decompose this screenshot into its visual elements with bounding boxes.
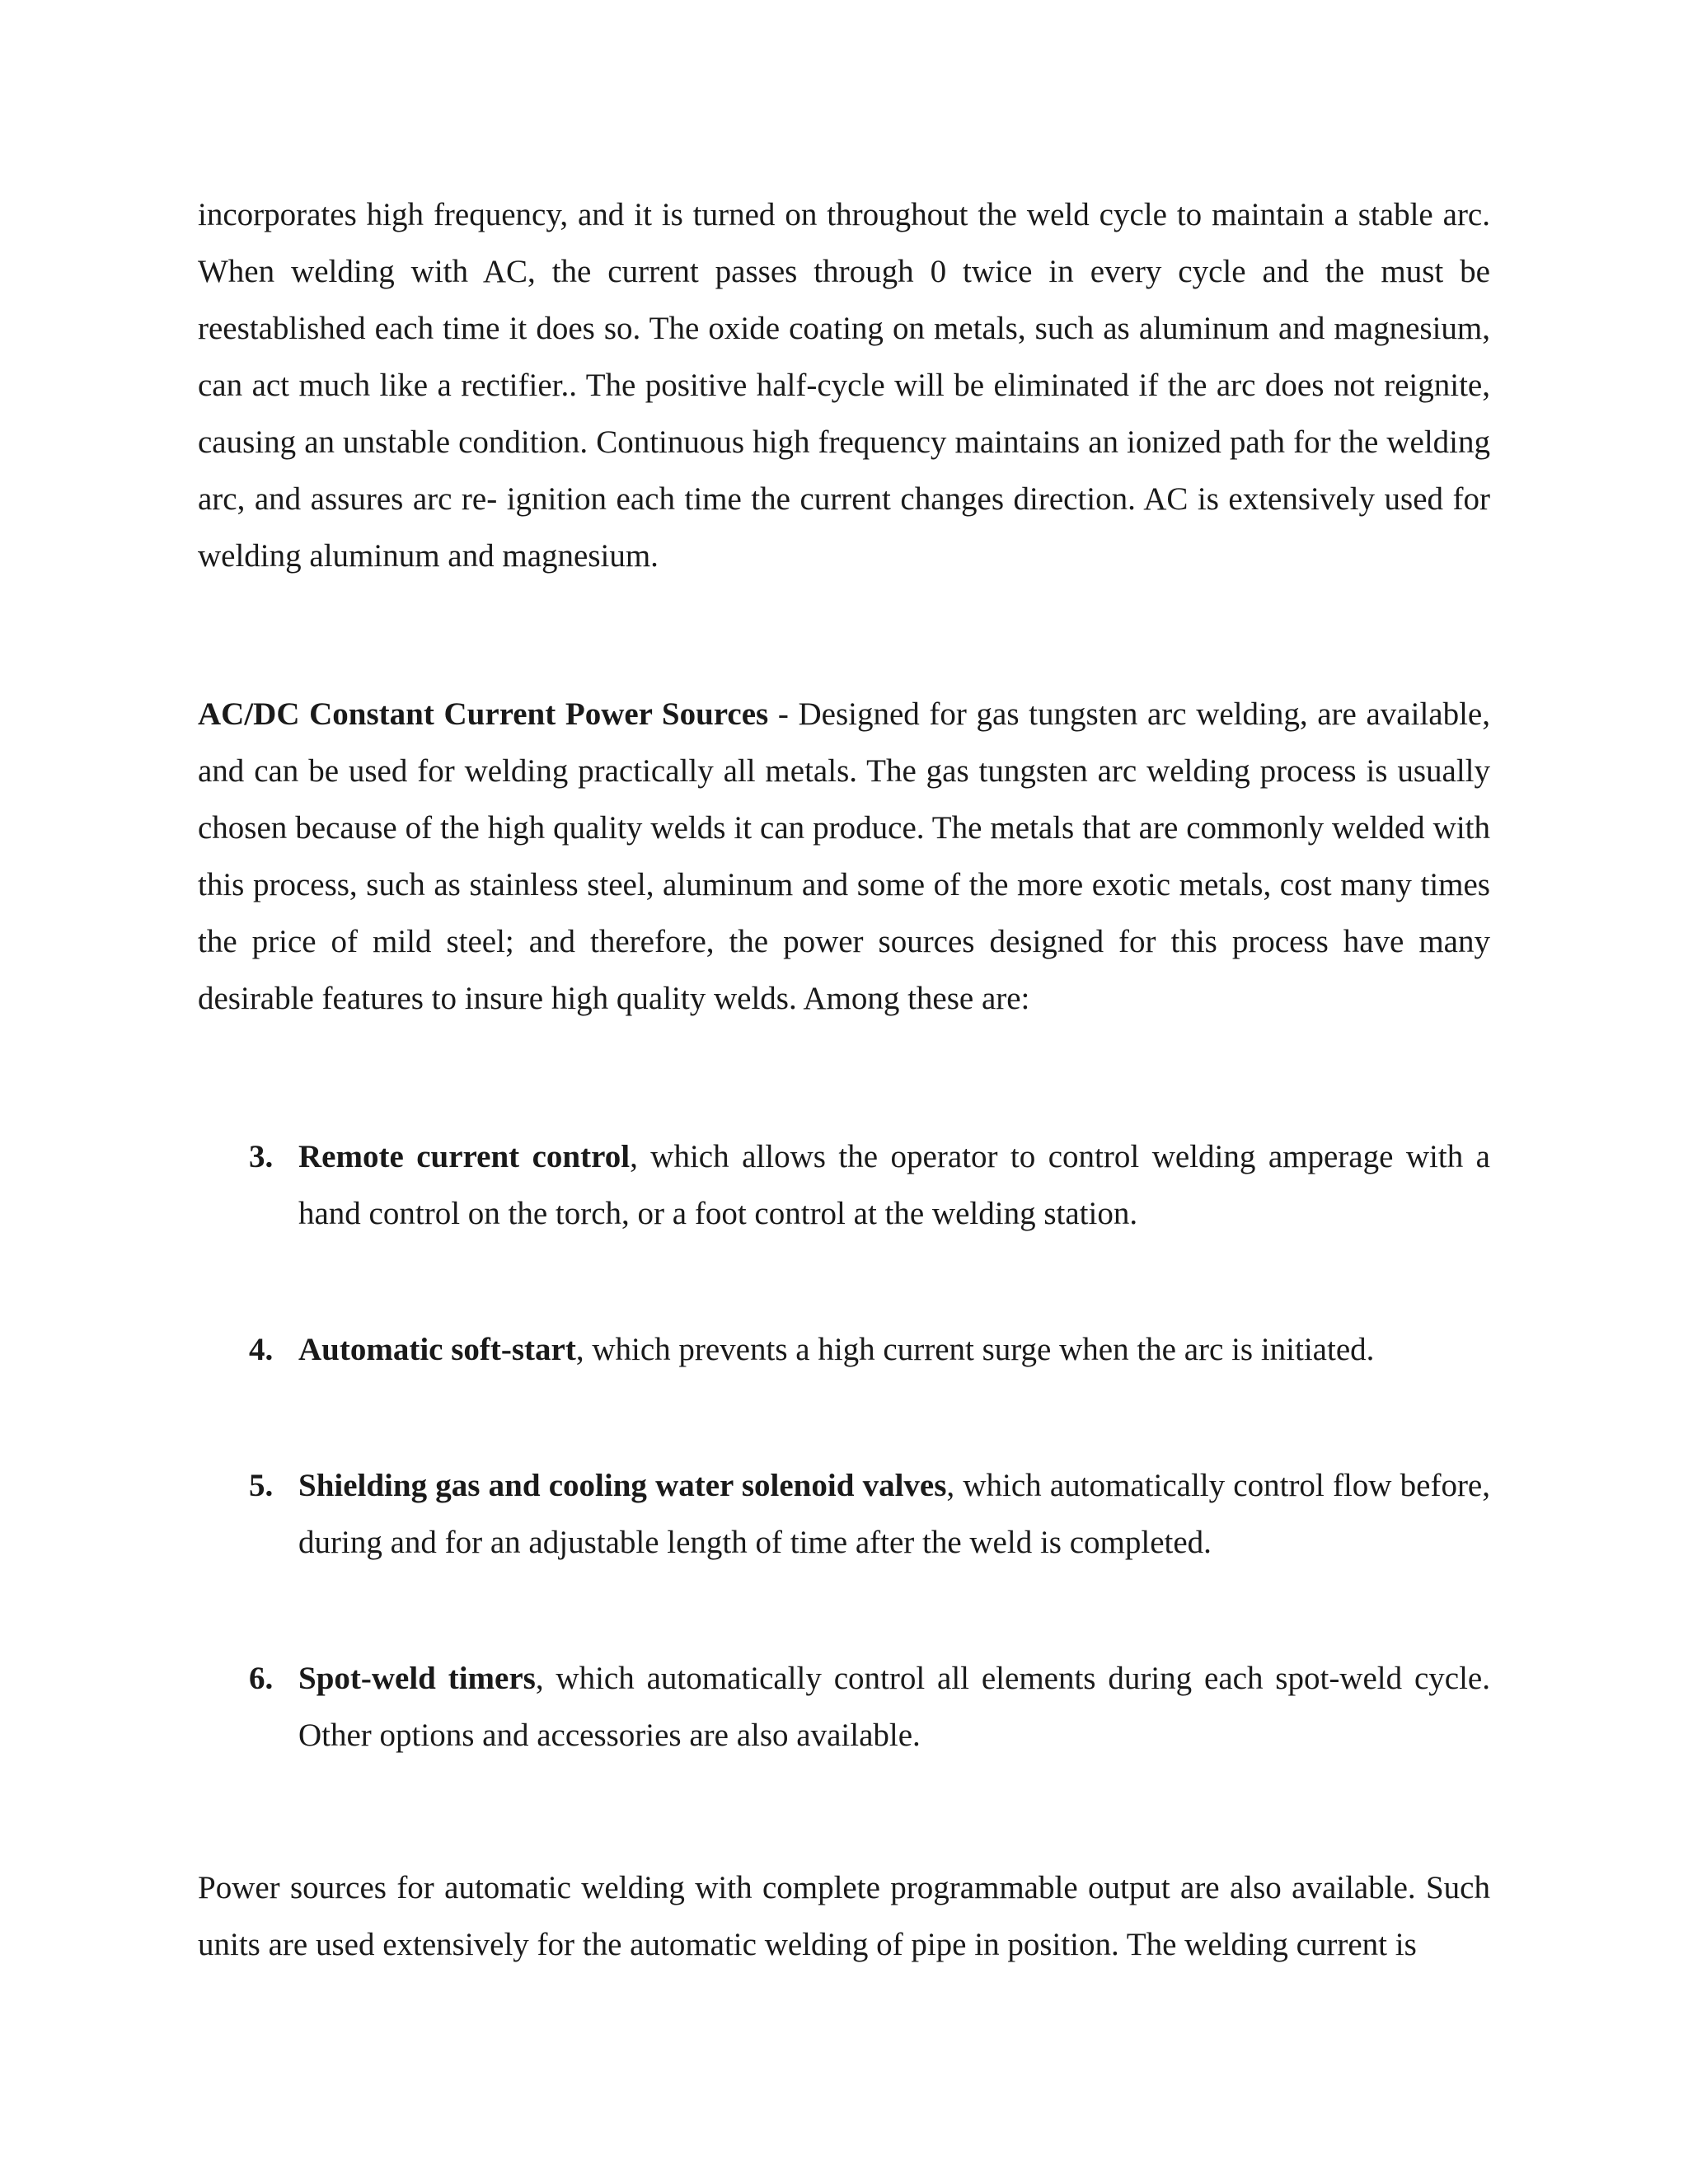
- list-item: [198, 1128, 1490, 1242]
- list-item-number: 3.: [249, 1139, 274, 1174]
- list-item-term: Remote current control: [298, 1139, 631, 1174]
- list-item: [198, 1321, 1490, 1378]
- list-item-description: , which automatically control flow before, during and for an adjustable length of time after the weld is completed.: [298, 1468, 1490, 1560]
- list-item-description: , which automatically control all elements during each spot-weld cycle. Other options and accessories are also available.: [298, 1661, 1490, 1753]
- list-item-term: Spot-weld timers: [298, 1661, 536, 1696]
- acdc-body: - Designed for gas tungsten arc welding, are available, and can be used for welding practically all metals. The gas tungsten arc welding process is usually chosen because of the high quality welds it can produce. The metals that are commonly welded with this process, such as stainless steel, aluminum and some of the more exotic metals, cost many times the price of mild steel; and therefore, the power sources designed for this process have many desirable features to insure high quality welds. Among these are:: [198, 696, 1490, 1016]
- features-list: [198, 1128, 1490, 1764]
- intro-paragraph: incorporates high frequency, and it is turned on throughout the weld cycle to maintain a stable arc. When welding with AC, the current passes through 0 twice in every cycle and the must be reestablished each time it does so. The oxide coating on metals, such as aluminum and magnesium, can act much like a rectifier.. The positive half-cycle will be eliminated if the arc does not reignite, causing an unstable condition. Continuous high frequency maintains an ionized path for the welding arc, and assures arc re- ignition each time the current changes direction. AC is extensively used for welding aluminum and magnesium.: [198, 197, 1490, 574]
- list-item-number: 4.: [249, 1332, 274, 1367]
- list-item-description: , which prevents a high current surge when the arc is initiated.: [575, 1332, 1375, 1367]
- list-item-text: [298, 1650, 1490, 1764]
- closing-paragraph: Power sources for automatic welding with complete programmable output are also available. Such units are used extensively for the automatic welding of pipe in position. The welding current is: [198, 1870, 1490, 1962]
- list-item-term: Automatic soft-start: [298, 1332, 576, 1367]
- list-item: [198, 1457, 1490, 1571]
- list-item-term: Shielding gas and cooling water solenoid valves: [298, 1468, 947, 1503]
- document-page: [198, 186, 1490, 1973]
- list-item-number: 5.: [249, 1468, 274, 1503]
- list-item-text: [298, 1321, 1490, 1378]
- list-item-text: [298, 1457, 1490, 1571]
- list-item-number: 6.: [249, 1661, 274, 1696]
- acdc-paragraph: [198, 686, 1490, 1027]
- acdc-heading: AC/DC Constant Current Power Sources: [198, 696, 769, 732]
- list-item: [198, 1650, 1490, 1764]
- list-item-description: , which allows the operator to control welding amperage with a hand control on the torch, or a foot control at the welding station.: [298, 1139, 1490, 1231]
- list-item-text: [298, 1128, 1490, 1242]
